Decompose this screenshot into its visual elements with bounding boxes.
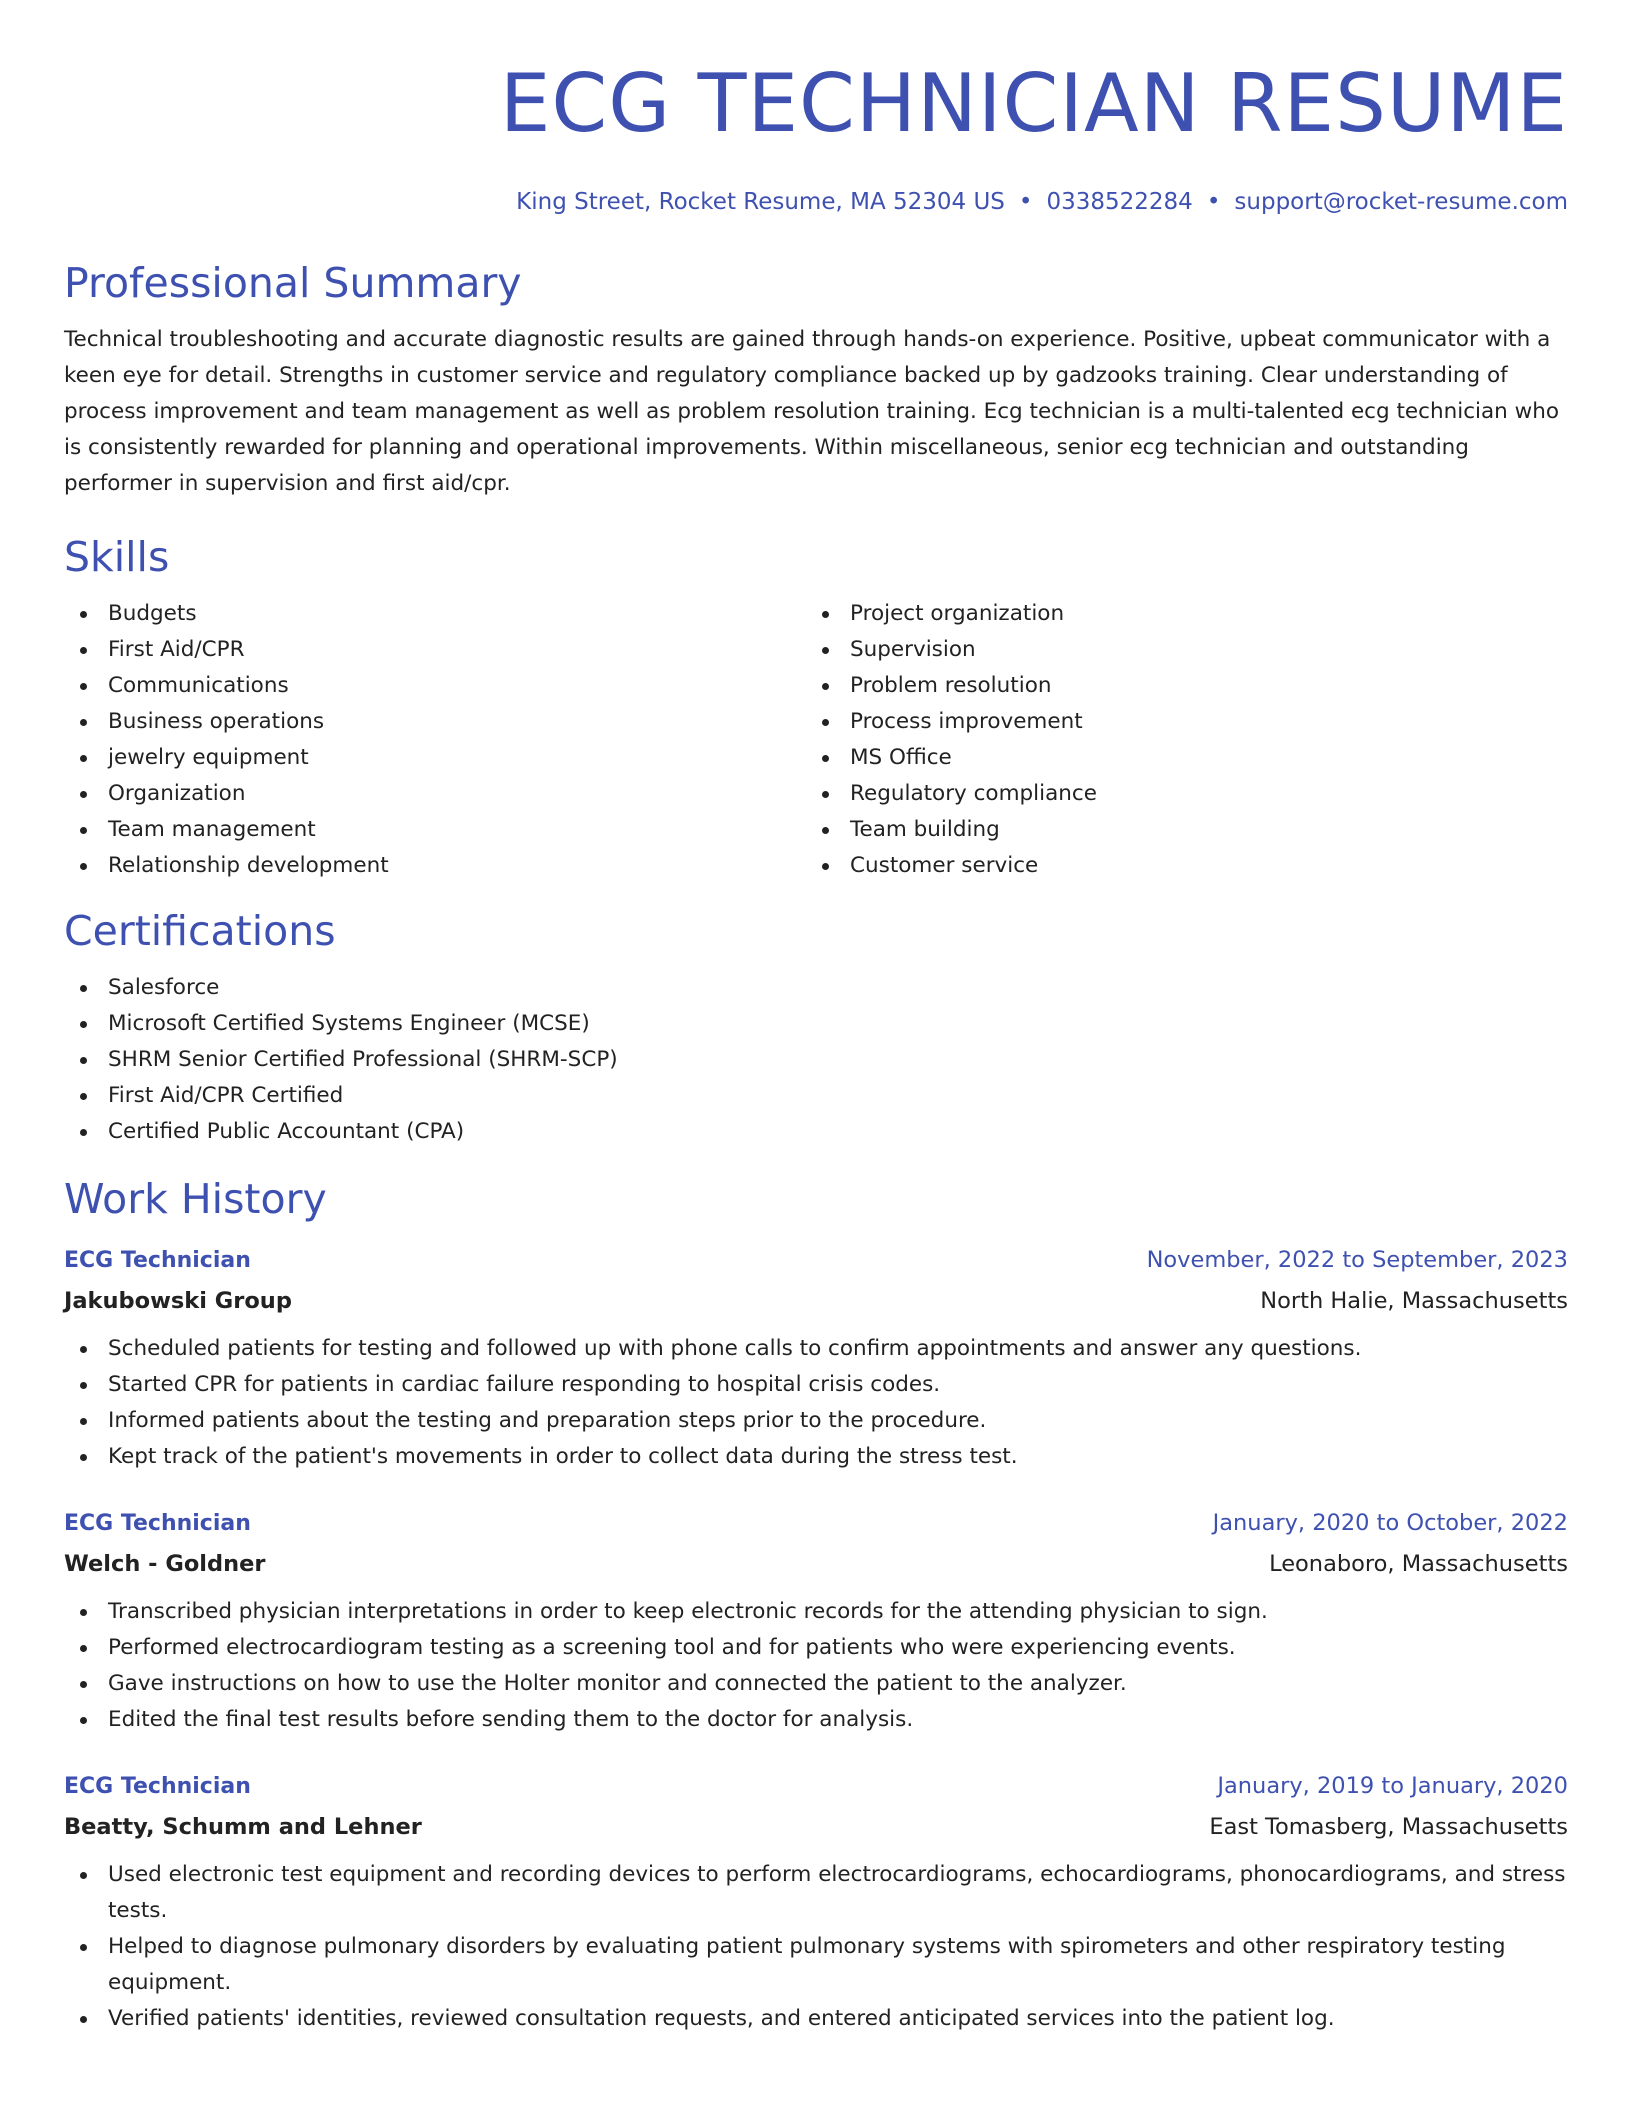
skill-item: MS Office (806, 740, 1548, 776)
job-bullet: Scheduled patients for testing and followed up with phone calls to confirm appointments and answer any questions. (64, 1331, 1568, 1367)
skill-item: Relationship development (64, 848, 806, 884)
job-company: Beatty, Schumm and Lehner (64, 1814, 422, 1840)
job-bullets (64, 1594, 1568, 1738)
job-dates: January, 2020 to October, 2022 (1212, 1510, 1568, 1536)
job-bullet: Edited the final test results before sending them to the doctor for analysis. (64, 1702, 1568, 1738)
skill-item: Process improvement (806, 704, 1548, 740)
job-header (64, 1503, 1568, 1544)
separator: • (1018, 189, 1033, 215)
job-bullet: Kept track of the patient's movements in order to collect data during the stress test. (64, 1439, 1568, 1475)
job-title: ECG Technician (64, 1248, 251, 1273)
job-title: ECG Technician (64, 1511, 251, 1536)
job-header (64, 1240, 1568, 1281)
skill-item: Budgets (64, 596, 806, 632)
work-history-heading: Work History (64, 1175, 327, 1223)
summary-heading: Professional Summary (64, 259, 522, 307)
job-bullet: Gave instructions on how to use the Holter monitor and connected the patient to the analyzer. (64, 1666, 1568, 1702)
job-subheader (64, 1807, 1568, 1847)
skills-column-right (806, 596, 1548, 884)
job-bullets (64, 1331, 1568, 1475)
skill-item: Problem resolution (806, 668, 1548, 704)
phone: 0338522284 (1046, 189, 1193, 215)
job-subheader (64, 1281, 1568, 1321)
certifications-heading: Certifications (64, 907, 336, 955)
job-bullet: Transcribed physician interpretations in order to keep electronic records for the attending physician to sign. (64, 1594, 1568, 1630)
job-bullet: Verified patients' identities, reviewed consultation requests, and entered anticipated services into the patient log. (64, 2001, 1568, 2037)
separator: • (1206, 189, 1221, 215)
skill-item: Customer service (806, 848, 1548, 884)
certification-item: Microsoft Certified Systems Engineer (MCSE) (64, 1006, 1568, 1042)
skill-item: First Aid/CPR (64, 632, 806, 668)
job-header (64, 1766, 1568, 1807)
job-bullets (64, 1857, 1568, 2037)
skill-item: jewelry equipment (64, 740, 806, 776)
resume-page (64, 0, 1568, 2037)
job-location: North Halie, Massachusetts (1260, 1288, 1568, 1314)
job-bullet: Informed patients about the testing and preparation steps prior to the procedure. (64, 1403, 1568, 1439)
job-company: Jakubowski Group (64, 1288, 292, 1314)
job-location: East Tomasberg, Massachusetts (1209, 1814, 1568, 1840)
summary-text: Technical troubleshooting and accurate diagnostic results are gained through hands-on experience. Positive, upbeat communicator with a keen eye for detail. Strengths in customer service and regulatory compliance backed up by gadzooks training. Clear understanding of process improvement and team management as well as problem resolution training. Ecg technician is a multi-talented ecg technician who is consistently rewarded for planning and operational improvements. Within miscellaneous, senior ecg technician and outstanding performer in supervision and first aid/cpr. (64, 327, 1559, 496)
email-link[interactable]: support@rocket-resume.com (1234, 189, 1568, 215)
job-subheader (64, 1544, 1568, 1584)
job-entry (64, 1766, 1568, 2037)
skill-item: Team management (64, 812, 806, 848)
job-bullet: Performed electrocardiogram testing as a screening tool and for patients who were experiencing events. (64, 1630, 1568, 1666)
job-title: ECG Technician (64, 1774, 251, 1799)
skill-item: Project organization (806, 596, 1548, 632)
job-dates: January, 2019 to January, 2020 (1217, 1773, 1568, 1799)
skill-item: Team building (806, 812, 1548, 848)
job-bullet: Started CPR for patients in cardiac failure responding to hospital crisis codes. (64, 1367, 1568, 1403)
job-location: Leonaboro, Massachusetts (1269, 1551, 1568, 1577)
certification-item: First Aid/CPR Certified (64, 1078, 1568, 1114)
job-bullet: Helped to diagnose pulmonary disorders by evaluating patient pulmonary systems with spirometers and other respiratory testing equipment. (64, 1929, 1568, 2001)
skills-column-left (64, 596, 806, 884)
job-bullet: Used electronic test equipment and recording devices to perform electrocardiograms, echocardiograms, phonocardiograms, and stress tests. (64, 1857, 1568, 1929)
skill-item: Organization (64, 776, 806, 812)
skill-item: Business operations (64, 704, 806, 740)
certification-item: Salesforce (64, 970, 1568, 1006)
job-dates: November, 2022 to September, 2023 (1146, 1247, 1568, 1273)
skills-heading: Skills (64, 533, 170, 581)
skill-item: Communications (64, 668, 806, 704)
resume-title: ECG TECHNICIAN RESUME (499, 57, 1568, 150)
certifications-list (64, 970, 1568, 1150)
job-entry (64, 1240, 1568, 1475)
address: King Street, Rocket Resume, MA 52304 US (516, 189, 1005, 215)
skill-item: Supervision (806, 632, 1548, 668)
skill-item: Regulatory compliance (806, 776, 1548, 812)
job-company: Welch - Goldner (64, 1551, 266, 1577)
certification-item: SHRM Senior Certified Professional (SHRM-SCP) (64, 1042, 1568, 1078)
skills-list (64, 596, 1568, 884)
contact-line (64, 186, 1568, 218)
job-entry (64, 1503, 1568, 1738)
certification-item: Certified Public Accountant (CPA) (64, 1114, 1568, 1150)
